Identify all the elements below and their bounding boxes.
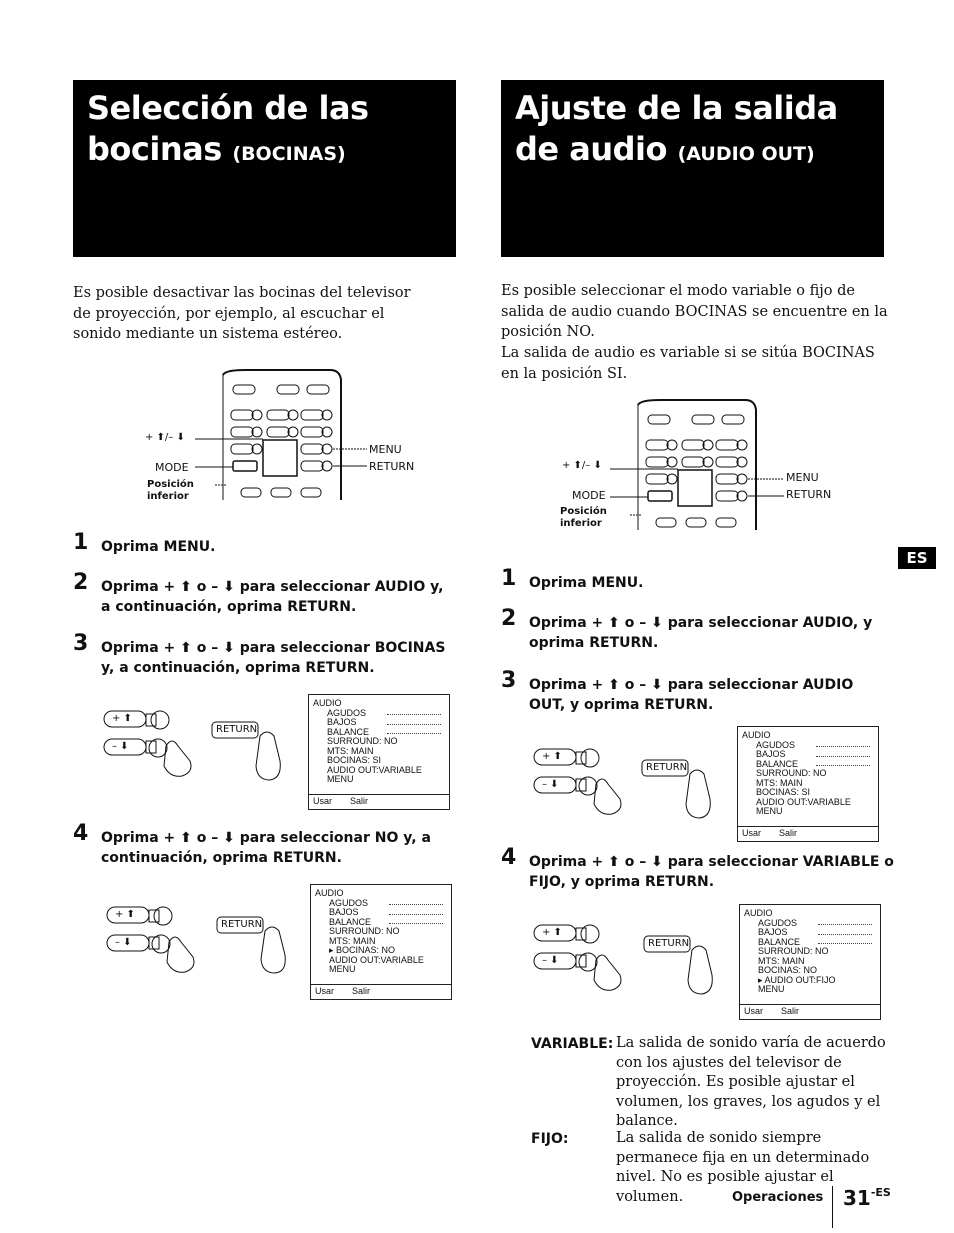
footer-divider [832, 1186, 833, 1228]
return-label-right: RETURN [786, 488, 832, 501]
left-step-4: 4 Oprima + ⬆ o – ⬇ para seleccionar NO y, a continuación, oprima RETURN. [73, 821, 431, 866]
left-intro: Es posible desactivar las bocinas del televisor de proyección, por ejemplo, al escuchar el sonido mediante un sistema estéreo. [73, 285, 411, 342]
right-buttons-illustration-1 [532, 744, 722, 824]
footer-section: Operaciones [732, 1190, 824, 1205]
plus-up-button-4: + ⬆ [542, 927, 562, 938]
inferior-label: inferior [147, 491, 189, 502]
left-buttons-illustration-1 [102, 706, 292, 786]
posicion-label: Posición [147, 479, 194, 490]
menu-label: MENU [369, 443, 402, 456]
plus-minus-label-right: + ⬆/– ⬇ [562, 460, 602, 471]
left-title-banner [73, 80, 456, 257]
mode-label-right: MODE [572, 489, 606, 502]
minus-down-button: – ⬇ [112, 741, 129, 752]
plus-minus-label: + ⬆/– ⬇ [145, 432, 185, 443]
left-step-1: 1 Oprima MENU. [73, 530, 216, 555]
left-title: Selección de las bocinas (BOCINAS) [87, 89, 369, 168]
return-button-4: RETURN [648, 938, 690, 949]
right-step-2: 2 Oprima + ⬆ o – ⬇ para seleccionar AUDIO, y oprima RETURN. [501, 606, 873, 651]
minus-down-button-4: – ⬇ [542, 955, 559, 966]
return-button-2: RETURN [221, 919, 263, 930]
left-remote-diagram [145, 365, 425, 505]
left-step-2: 2 Oprima + ⬆ o – ⬇ para seleccionar AUDIO y, a continuación, oprima RETURN. [73, 570, 444, 615]
plus-up-button: + ⬆ [112, 713, 132, 724]
return-button: RETURN [216, 724, 258, 735]
right-buttons-illustration-2 [532, 920, 722, 1000]
right-step-4: 4 Oprima + ⬆ o – ⬇ para seleccionar VARIABLE o FIJO, y oprima RETURN. [501, 845, 894, 890]
mode-label: MODE [155, 461, 189, 474]
left-buttons-illustration-2 [105, 897, 295, 977]
menu-screen-4: AUDIO AGUDOS BAJOS BALANCE SURROUND: NO MTS: MAIN BOCINAS: NO ▸ AUDIO OUT:FIJO MENU Usar Salir [739, 904, 881, 1020]
minus-down-button-2: – ⬇ [115, 937, 132, 948]
plus-up-button-3: + ⬆ [542, 751, 562, 762]
left-step-3: 3 Oprima + ⬆ o – ⬇ para seleccionar BOCINAS y, a continuación, oprima RETURN. [73, 631, 446, 676]
right-title: Ajuste de la salida de audio (AUDIO OUT) [515, 89, 838, 168]
language-tab: ES [898, 547, 936, 569]
right-step-3: 3 Oprima + ⬆ o – ⬇ para seleccionar AUDIO OUT, y oprima RETURN. [501, 668, 854, 713]
def-variable-term: VARIABLE: [531, 1036, 614, 1052]
right-step-1: 1 Oprima MENU. [501, 566, 644, 591]
def-variable-desc: La salida de sonido varía de acuerdo con los ajustes del televisor de proyección. Es posible ajustar el volumen, los graves, los agudos y el balance. [616, 1035, 886, 1129]
right-intro-2: La salida de audio es variable si se sitúa BOCINAS en la posición SI. [501, 345, 875, 382]
right-intro: Es posible seleccionar el modo variable o fijo de salida de audio cuando BOCINAS se encuentre en la posición NO. [501, 283, 888, 340]
right-title-banner [501, 80, 884, 257]
def-fijo-desc: La salida de sonido siempre permanece fija en un determinado nivel. No es posible ajustar el volumen. [616, 1130, 870, 1205]
menu-screen-1: AUDIO AGUDOS BAJOS BALANCE SURROUND: NO MTS: MAIN BOCINAS: SI AUDIO OUT:VARIABLE MENU Usar Salir [308, 694, 450, 810]
posicion-label-right: Posición [560, 506, 607, 517]
page-number: $31^{-ES}$ [843, 1186, 891, 1210]
inferior-label-right: inferior [560, 518, 602, 529]
menu-label-right: MENU [786, 471, 819, 484]
plus-up-button-2: + ⬆ [115, 909, 135, 920]
menu-screen-2: AUDIO AGUDOS BAJOS BALANCE SURROUND: NO MTS: MAIN ▸ BOCINAS: NO AUDIO OUT:VARIABLE MENU Usar Salir [310, 884, 452, 1000]
minus-down-button-3: – ⬇ [542, 779, 559, 790]
menu-screen-3: AUDIO AGUDOS BAJOS BALANCE SURROUND: NO MTS: MAIN BOCINAS: SI AUDIO OUT:VARIABLE MENU Usar Salir [737, 726, 879, 842]
return-button-3: RETURN [646, 762, 688, 773]
def-fijo-term: FIJO: [531, 1131, 569, 1147]
return-label: RETURN [369, 460, 415, 473]
right-remote-diagram [560, 395, 850, 535]
